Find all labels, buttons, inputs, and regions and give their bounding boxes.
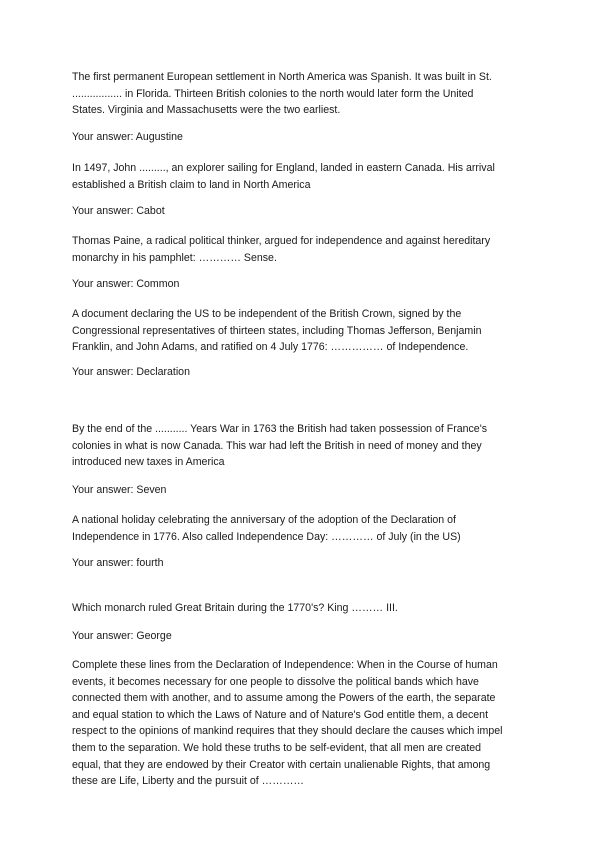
- question-7: Which monarch ruled Great Britain during the 1770's? King ……… III.: [72, 602, 398, 614]
- question-8: Complete these lines from the Declaration of Independence: When in the Course of human events, it becomes necessary for one people to dissolve the political bands which have connected them with another, and to assume among the Powers of the earth, the separate and equal station to which the Laws of Nature and of Nature's God entitle them, a decent respect to the opinions of mankind requires that they should declare the causes which impel them to the separation. We hold these truths to be self-evident, that all men are created equal, that they are endowed by their Creator with certain unalienable Rights, that among these are Life, Liberty and the pursuit of …………: [72, 659, 503, 788]
- answer-3: Your answer: Common: [72, 278, 180, 290]
- question-6: A national holiday celebrating the anniversary of the adoption of the Declaration of Independence in 1776. Also called Independence Day: ………… of July (in the US): [72, 514, 461, 543]
- answer-4: Your answer: Declaration: [72, 366, 190, 378]
- question-1: The first permanent European settlement in North America was Spanish. It was built in St. ................. in Florida. Thirteen British colonies to the north would later form the United States. Virginia and Massachusetts were the two earliest.: [72, 71, 492, 117]
- answer-5: Your answer: Seven: [72, 484, 167, 496]
- answer-7: Your answer: George: [72, 630, 172, 642]
- question-3: Thomas Paine, a radical political thinker, argued for independence and against hereditary monarchy in his pamphlet: ………… Sense.: [72, 235, 491, 264]
- answer-2: Your answer: Cabot: [72, 205, 165, 217]
- answer-1: Your answer: Augustine: [72, 131, 183, 143]
- question-4: A document declaring the US to be independent of the British Crown, signed by the Congressional representatives of thirteen states, including Thomas Jefferson, Benjamin Franklin, and John Adams, and ratified on 4 July 1776: …………… of Independence.: [72, 308, 482, 354]
- answer-6: Your answer: fourth: [72, 557, 164, 569]
- question-2: In 1497, John ........., an explorer sailing for England, landed in eastern Canada. His arrival established a British claim to land in North America: [72, 162, 495, 191]
- question-5: By the end of the ........... Years War in 1763 the British had taken possession of France's colonies in what is now Canada. This war had left the British in need of money and they introduced new taxes in America: [72, 423, 488, 469]
